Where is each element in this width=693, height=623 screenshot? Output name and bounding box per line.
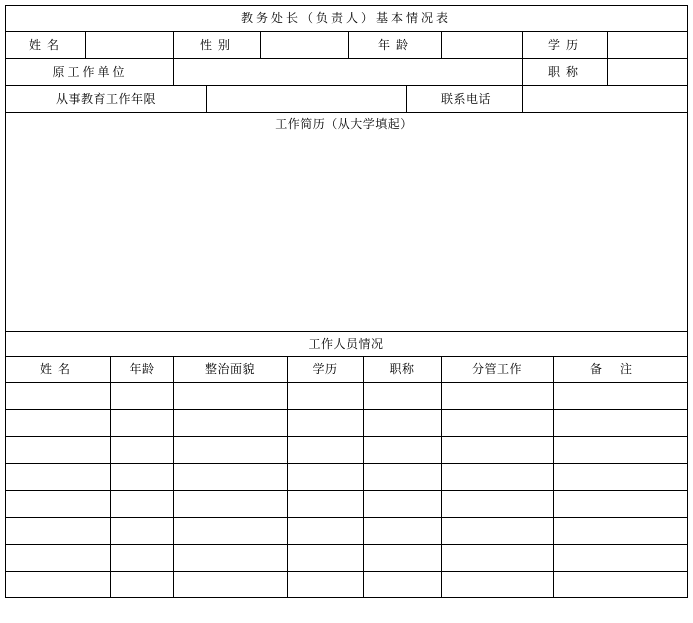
phone-field[interactable]	[523, 86, 687, 111]
staff-table-cell[interactable]	[364, 491, 441, 517]
rule-row1-col	[522, 31, 523, 58]
staff-col-remarks: 备注	[589, 362, 651, 376]
rule-row3-bottom	[5, 112, 688, 113]
staff-table-cell[interactable]	[174, 383, 287, 409]
staff-table-cell[interactable]	[288, 437, 363, 463]
staff-table-cell[interactable]	[442, 464, 553, 490]
staff-table-cell[interactable]	[442, 410, 553, 436]
staff-table-cell[interactable]	[6, 437, 110, 463]
name-label: 姓名	[28, 38, 66, 52]
staff-table-cell[interactable]	[111, 518, 173, 544]
staff-table-cell[interactable]	[554, 572, 688, 598]
staff-table-cell[interactable]	[6, 464, 110, 490]
staff-table-cell[interactable]	[111, 545, 173, 571]
rule-row2-col	[522, 58, 523, 85]
staff-table-cell[interactable]	[554, 464, 688, 490]
staff-table-cell[interactable]	[442, 572, 553, 598]
staff-table-cell[interactable]	[442, 518, 553, 544]
staff-table-cell[interactable]	[364, 572, 441, 598]
staff-table-cell[interactable]	[288, 410, 363, 436]
staff-table-cell[interactable]	[174, 491, 287, 517]
staff-section-label: 工作人员情况	[308, 337, 384, 351]
phone-label: 联系电话	[440, 92, 492, 106]
staff-table-cell[interactable]	[6, 410, 110, 436]
former-unit-field[interactable]	[174, 59, 521, 84]
staff-table-cell[interactable]	[554, 410, 688, 436]
rule-staff-label-bottom	[5, 356, 688, 357]
staff-table-cell[interactable]	[364, 545, 441, 571]
staff-table-cell[interactable]	[442, 437, 553, 463]
name-field[interactable]	[86, 32, 172, 57]
job-title-label: 职称	[547, 65, 585, 79]
staff-table-cell[interactable]	[6, 491, 110, 517]
staff-table-cell[interactable]	[364, 383, 441, 409]
staff-table-cell[interactable]	[364, 518, 441, 544]
rule-row1-col	[348, 31, 349, 58]
staff-table-cell[interactable]	[288, 545, 363, 571]
staff-table-cell[interactable]	[6, 545, 110, 571]
staff-table-cell[interactable]	[288, 491, 363, 517]
staff-table-cell[interactable]	[364, 410, 441, 436]
staff-table-cell[interactable]	[111, 410, 173, 436]
staff-table-cell[interactable]	[111, 464, 173, 490]
gender-field[interactable]	[261, 32, 347, 57]
staff-table-cell[interactable]	[174, 437, 287, 463]
rule-row1-col	[173, 31, 174, 58]
gender-label: 性别	[199, 38, 237, 52]
rule-row3-col	[406, 85, 407, 112]
staff-table-cell[interactable]	[554, 437, 688, 463]
staff-table-cell[interactable]	[554, 545, 688, 571]
staff-table-cell[interactable]	[174, 464, 287, 490]
staff-table-cell[interactable]	[6, 383, 110, 409]
staff-table-cell[interactable]	[554, 518, 688, 544]
staff-table-cell[interactable]	[442, 383, 553, 409]
age-field[interactable]	[442, 32, 521, 57]
staff-table-cell[interactable]	[174, 545, 287, 571]
staff-col-duty: 分管工作	[471, 362, 523, 376]
staff-table-cell[interactable]	[111, 437, 173, 463]
teaching-years-field[interactable]	[207, 86, 405, 111]
resume-label: 工作简历（从大学填起）	[275, 117, 413, 131]
job-title-field[interactable]	[608, 59, 687, 84]
form-title: 教务处长（负责人）基本情况表	[240, 11, 452, 25]
staff-table-cell[interactable]	[174, 410, 287, 436]
former-unit-label: 原工作单位	[52, 65, 128, 79]
staff-table-cell[interactable]	[442, 545, 553, 571]
staff-table-cell[interactable]	[6, 518, 110, 544]
staff-col-title: 职称	[389, 362, 415, 376]
staff-table-cell[interactable]	[554, 491, 688, 517]
staff-table-cell[interactable]	[288, 383, 363, 409]
rule-resume-bottom	[5, 331, 688, 332]
staff-table-cell[interactable]	[288, 464, 363, 490]
staff-table-cell[interactable]	[6, 572, 110, 598]
staff-table-cell[interactable]	[364, 464, 441, 490]
staff-table-cell[interactable]	[554, 383, 688, 409]
staff-table-cell[interactable]	[364, 437, 441, 463]
staff-table-cell[interactable]	[174, 572, 287, 598]
staff-table-cell[interactable]	[288, 518, 363, 544]
staff-table-cell[interactable]	[442, 491, 553, 517]
staff-col-age: 年龄	[129, 362, 155, 376]
staff-table-cell[interactable]	[111, 491, 173, 517]
staff-table-cell[interactable]	[288, 572, 363, 598]
education-field[interactable]	[608, 32, 687, 57]
staff-col-political-status: 整治面貌	[204, 362, 256, 376]
staff-table-cell[interactable]	[111, 572, 173, 598]
staff-table-cell[interactable]	[174, 518, 287, 544]
teaching-years-label: 从事教育工作年限	[55, 92, 157, 106]
staff-col-education: 学历	[312, 362, 338, 376]
staff-table-cell[interactable]	[111, 383, 173, 409]
age-label: 年龄	[377, 38, 415, 52]
staff-col-name: 姓名	[39, 362, 77, 376]
resume-field[interactable]	[6, 134, 687, 330]
education-label: 学历	[547, 38, 585, 52]
